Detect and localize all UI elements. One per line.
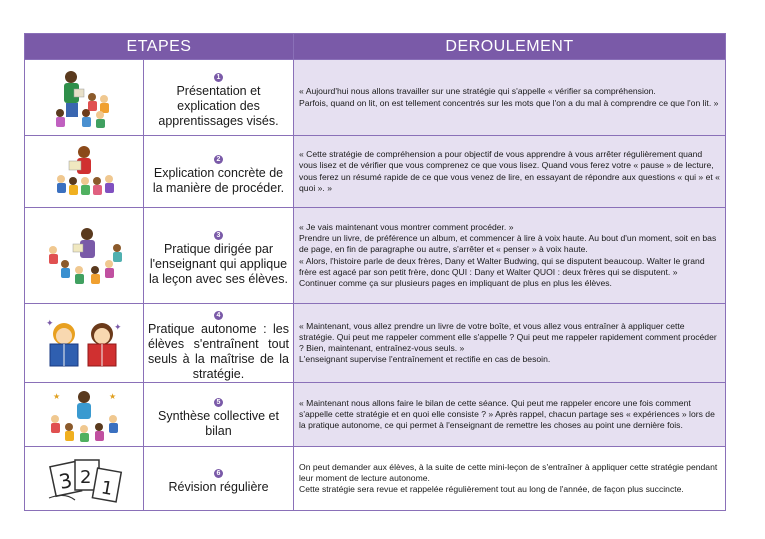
description-line: Parfois, quand on lit, on est tellement concentrés sur les mots que l'on a du mal à comprendre ce que l'on lit. » — [299, 97, 719, 108]
description-line: On peut demander aux élèves, à la suite de cette mini-leçon de s'entraîner à appliquer cette stratégie pendant leur moment de lecture autonome. — [299, 461, 718, 483]
table-row — [25, 383, 726, 447]
description-line: « Maintenant nous allons faire le bilan de cette séance. Qui peut me rappeler encore une fois comment s'appelle cette stratégie et en quoi elle consiste ? » Après rappel, chacun partage ses « expériences » lors de la pratique autonome, ce qui permet à l'enseignant de remettre les choses au point une dernière fois. — [299, 397, 715, 431]
teacher-reading-illustration — [54, 67, 114, 129]
table-row — [25, 447, 726, 511]
description-cell — [294, 304, 726, 383]
svg-text:3: 3 — [56, 467, 75, 494]
step-number-badge: 3 — [214, 231, 223, 240]
svg-text:★: ★ — [109, 391, 117, 401]
description-line: « Alors, l'histoire parle de deux frères, Dany et Walter Budwing, qui se disputent beaucoup. Walter le grand frère est agacé par son petit frère, donc QUI : Dany et Walter QUOI : deux frères qui se disputent. » — [299, 255, 705, 277]
step-title: Explication concrète de la manière de procéder. — [152, 165, 285, 195]
description-line: Cette stratégie sera revue et rappelée régulièrement tout au long de l'année, de façon plus succincte. — [299, 484, 684, 495]
table-row — [25, 136, 726, 208]
step-cell — [144, 447, 294, 511]
header-deroulement: DEROULEMENT — [294, 34, 726, 60]
table-row — [25, 208, 726, 304]
illustration-cell — [25, 136, 144, 208]
step-title: Présentation et explication des apprentissages visés. — [158, 84, 279, 128]
header-row — [25, 34, 726, 60]
step-cell — [144, 136, 294, 208]
description-line: « Aujourd'hui nous allons travailler sur une stratégie qui s'appelle « vérifier sa compréhension. — [299, 86, 656, 97]
header-etapes: ETAPES — [25, 34, 294, 60]
step-cell — [144, 383, 294, 447]
description-cell — [294, 208, 726, 304]
step-title: Synthèse collective et bilan — [158, 408, 279, 438]
step-title: Pratique dirigée par l'enseignant qui applique la leçon avec ses élèves. — [149, 242, 288, 286]
description — [294, 319, 725, 368]
reading-kids-illustration — [42, 316, 126, 370]
group-explanation-illustration — [51, 143, 117, 201]
description — [294, 396, 725, 434]
step-title: Pratique autonome : les élèves s'entraînent tout seuls à la maîtrise de la stratégie. — [148, 322, 290, 381]
svg-text:✦: ✦ — [114, 322, 122, 332]
lesson-table — [24, 33, 726, 511]
svg-text:✦: ✦ — [46, 318, 54, 328]
description-cell — [294, 383, 726, 447]
description-cell — [294, 447, 726, 511]
illustration-cell — [25, 383, 144, 447]
illustration-cell — [25, 208, 144, 304]
description-line: « Cette stratégie de compréhension a pour objectif de vous apprendre à vous arrêter régulièrement quand vous lisez et de vérifier que vous comprenez ce que vous lisez. Quand vous ferez votre « pause » de lecture, vous ferez un résumé rapide de ce que vous venez de lire, en essayant de répondre aux questions « qui » et « quoi ». » — [299, 149, 720, 193]
description — [294, 84, 725, 110]
description-line: « Maintenant, vous allez prendre un livre de votre boîte, et vous allez vous entraîner à appliquer cette stratégie. Qui peut me rappeler comment elle s'appelle ? Qui peut me rappeler rapidement comment procéder ? Bien, maintenant, entraînez-vous seuls. » — [299, 320, 717, 353]
description-cell — [294, 60, 726, 136]
description — [294, 460, 725, 498]
table-row — [25, 60, 726, 136]
step-cell — [144, 304, 294, 383]
description-line: Prendre un livre, de préférence un album, et commencer à lire à voix haute. Au bout d'un moment, soit en bas de page, en fin de paragraphe ou autre, s'arrêter et « penser » à voix haute. — [299, 233, 717, 255]
step-title: Révision régulière — [168, 480, 269, 494]
description-cell — [294, 136, 726, 208]
table-row — [25, 304, 726, 383]
class-summary-illustration — [43, 387, 125, 443]
illustration-cell — [25, 447, 144, 511]
description-line: Continuer comme ça sur plusieurs pages en impliquant de plus en plus les élèves. — [299, 277, 612, 288]
description — [294, 220, 725, 291]
step-cell — [144, 208, 294, 304]
illustration-cell — [25, 304, 144, 383]
step-number-badge: 4 — [214, 311, 223, 320]
step-number-badge: 2 — [214, 155, 223, 164]
svg-text:★: ★ — [53, 391, 61, 401]
step-number-badge: 5 — [214, 398, 223, 407]
description-line: « Je vais maintenant vous montrer comment procéder. » — [299, 221, 514, 232]
svg-text:1: 1 — [99, 476, 115, 500]
calendar-icon — [45, 454, 123, 504]
step-number-badge: 1 — [214, 73, 223, 82]
svg-text:2: 2 — [80, 466, 92, 488]
illustration-cell — [25, 60, 144, 136]
step-number-badge: 6 — [214, 469, 223, 478]
step-cell — [144, 60, 294, 136]
guided-practice-illustration — [43, 224, 125, 288]
description — [294, 147, 725, 196]
description-line: L'enseignant supervise l'entraînement et rectifie en cas de besoin. — [299, 354, 551, 365]
